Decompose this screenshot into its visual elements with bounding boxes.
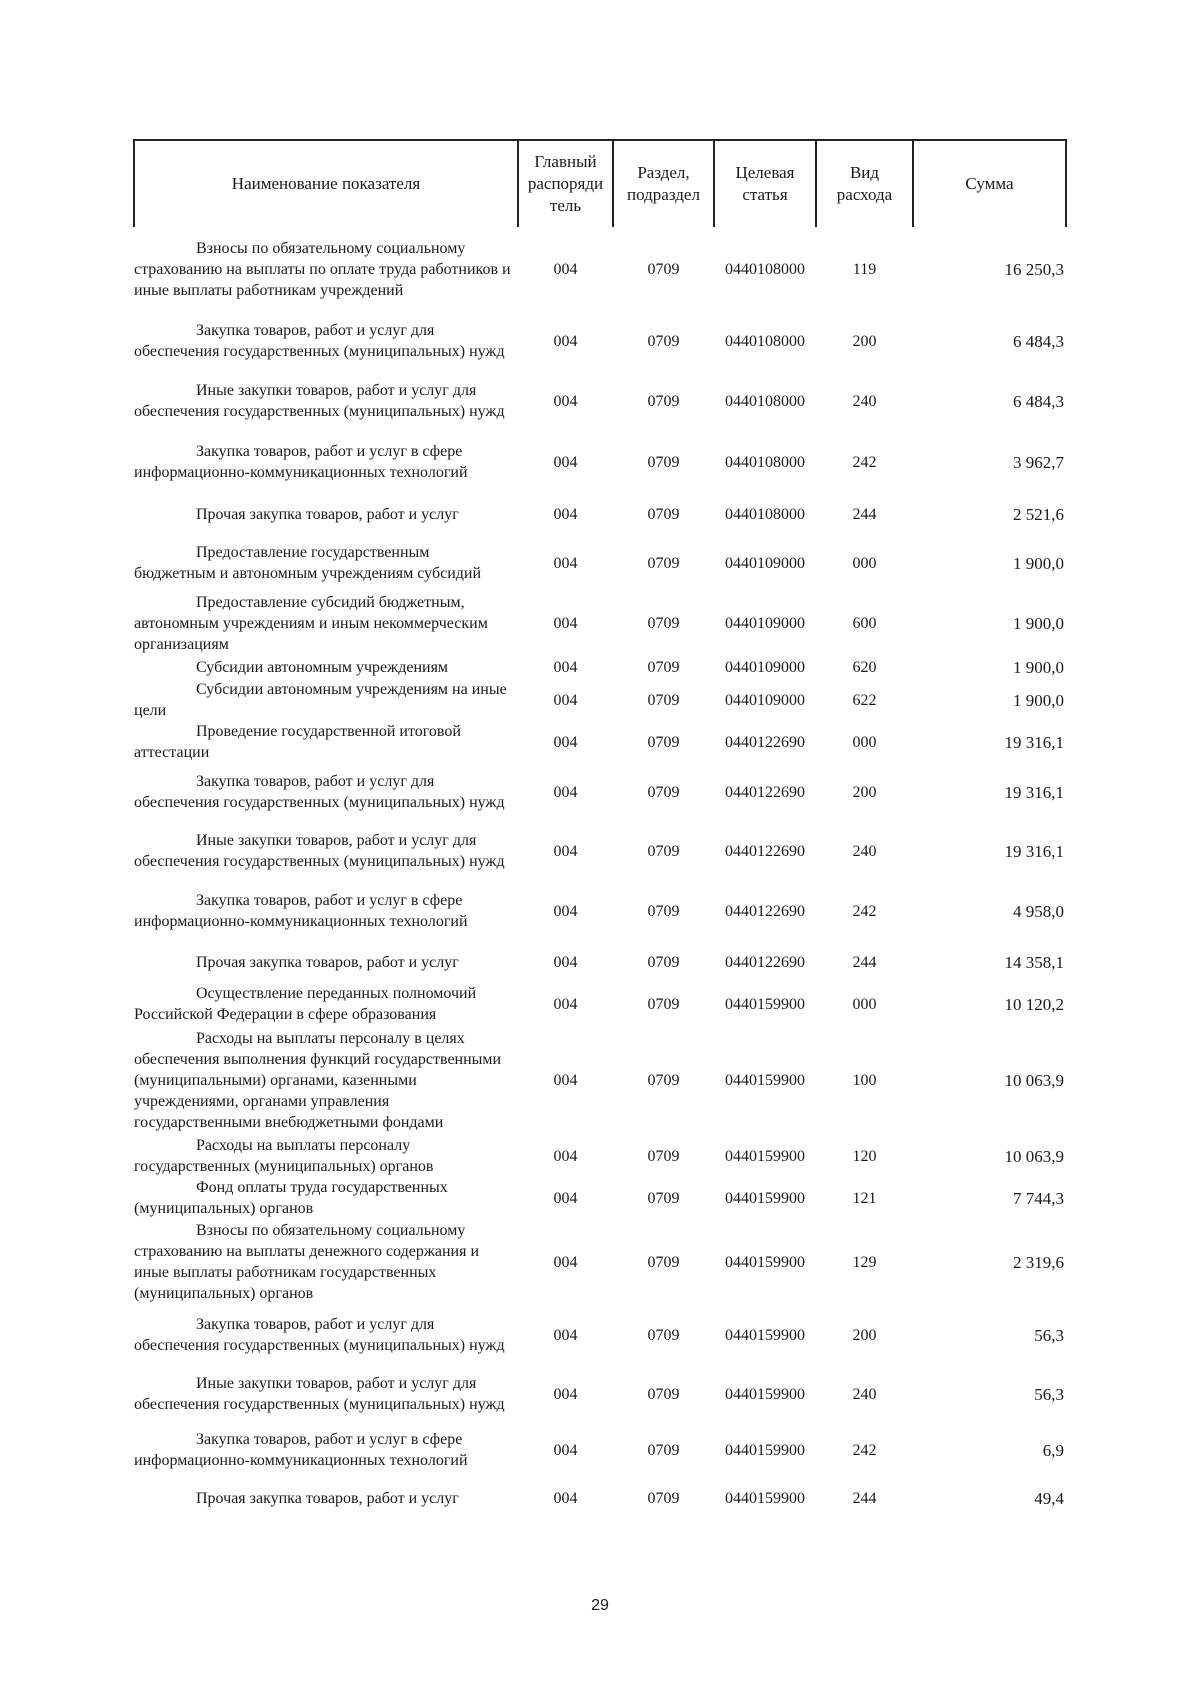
cell-sum: 1 900,0 (1013, 657, 1064, 677)
cell-target: 0440108000 (725, 505, 805, 523)
cell-admin: 004 (553, 733, 578, 751)
cell-name: Фонд оплаты труда государственных (муниципальных) органов (134, 1179, 448, 1217)
cell-admin: 004 (553, 1441, 578, 1459)
cell-name: Прочая закупка товаров, работ и услуг (196, 505, 459, 523)
table-row (134, 591, 1066, 655)
cell-admin: 004 (553, 1489, 578, 1507)
cell-admin: 004 (553, 953, 578, 971)
cell-section: 0709 (647, 453, 680, 471)
cell-type: 240 (852, 392, 877, 410)
header-admin: Главный распоряди тель (518, 140, 613, 227)
cell-target: 0440159900 (725, 1189, 805, 1207)
cell-admin: 004 (553, 505, 578, 523)
cell-name: Осуществление переданных полномочий Российской Федерации в сфере образования (134, 985, 477, 1023)
table-row (134, 655, 1066, 679)
header-section: Раздел, подраздел (613, 140, 714, 227)
header-type: Вид расхода (816, 140, 913, 227)
cell-section: 0709 (647, 1385, 680, 1403)
cell-section: 0709 (647, 392, 680, 410)
table-row (134, 1477, 1066, 1519)
cell-type: 244 (852, 505, 877, 523)
cell-admin: 004 (553, 1385, 578, 1403)
cell-name: Закупка товаров, работ и услуг в сфере информационно-коммуникационных технологий (134, 1431, 468, 1469)
table-row (134, 493, 1066, 535)
cell-name: Иные закупки товаров, работ и услуг для обеспечения государственных (муниципальных) нужд (134, 832, 505, 870)
cell-name: Расходы на выплаты персоналу в целях обеспечения выполнения функций государственными (муниципальными) органами, казенными учреждениями, органами управления государственными внебюджетными фондами (134, 1029, 502, 1131)
cell-section: 0709 (647, 1489, 680, 1507)
cell-section: 0709 (647, 1326, 680, 1344)
cell-target: 0440108000 (725, 260, 805, 278)
cell-target: 0440109000 (725, 554, 805, 572)
cell-name: Субсидии автономным учреждениям на иные цели (134, 681, 507, 719)
cell-section: 0709 (647, 842, 680, 860)
cell-target: 0440159900 (725, 1385, 805, 1403)
cell-type: 620 (852, 658, 877, 676)
cell-type: 600 (852, 614, 877, 632)
cell-target: 0440122690 (725, 733, 805, 751)
cell-sum: 1 900,0 (1013, 553, 1064, 573)
table-row (134, 1365, 1066, 1423)
table-row (134, 431, 1066, 493)
table-row (134, 763, 1066, 821)
cell-sum: 49,4 (1034, 1488, 1064, 1508)
cell-target: 0440122690 (725, 953, 805, 971)
cell-admin: 004 (553, 658, 578, 676)
cell-admin: 004 (553, 332, 578, 350)
header-target: Целевая статья (714, 140, 816, 227)
page-number: 29 (591, 1597, 609, 1614)
cell-name: Прочая закупка товаров, работ и услуг (196, 1489, 459, 1507)
cell-sum: 7 744,3 (1013, 1188, 1064, 1208)
cell-type: 000 (852, 995, 877, 1013)
cell-target: 0440122690 (725, 783, 805, 801)
cell-type: 244 (852, 953, 877, 971)
cell-sum: 10 120,2 (1004, 994, 1064, 1014)
cell-sum: 6 484,3 (1013, 331, 1064, 351)
cell-type: 242 (852, 902, 877, 920)
table-row (134, 1423, 1066, 1477)
cell-section: 0709 (647, 783, 680, 801)
cell-admin: 004 (553, 1253, 578, 1271)
cell-target: 0440159900 (725, 1071, 805, 1089)
cell-section: 0709 (647, 1147, 680, 1165)
cell-section: 0709 (647, 953, 680, 971)
cell-sum: 2 319,6 (1013, 1252, 1064, 1272)
cell-section: 0709 (647, 995, 680, 1013)
cell-target: 0440159900 (725, 1489, 805, 1507)
cell-target: 0440108000 (725, 332, 805, 350)
cell-section: 0709 (647, 691, 680, 709)
cell-name: Закупка товаров, работ и услуг для обеспечения государственных (муниципальных) нужд (134, 773, 505, 811)
header-sum: Сумма (913, 140, 1066, 227)
cell-target: 0440159900 (725, 1441, 805, 1459)
cell-section: 0709 (647, 505, 680, 523)
cell-type: 244 (852, 1489, 877, 1507)
table-row (134, 679, 1066, 721)
cell-admin: 004 (553, 691, 578, 709)
cell-section: 0709 (647, 614, 680, 632)
cell-name: Закупка товаров, работ и услуг в сфере информационно-коммуникационных технологий (134, 443, 468, 481)
cell-type: 129 (852, 1253, 877, 1271)
cell-type: 622 (852, 691, 877, 709)
cell-sum: 1 900,0 (1013, 613, 1064, 633)
cell-sum: 10 063,9 (1004, 1070, 1064, 1090)
cell-admin: 004 (553, 783, 578, 801)
cell-section: 0709 (647, 1071, 680, 1089)
cell-sum: 1 900,0 (1013, 690, 1064, 710)
cell-sum: 6,9 (1042, 1440, 1064, 1460)
cell-admin: 004 (553, 453, 578, 471)
cell-sum: 19 316,1 (1004, 841, 1064, 861)
cell-name: Прочая закупка товаров, работ и услуг (196, 953, 459, 971)
cell-section: 0709 (647, 1253, 680, 1271)
table-row (134, 1177, 1066, 1219)
cell-admin: 004 (553, 260, 578, 278)
table-row (134, 1305, 1066, 1365)
cell-type: 000 (852, 554, 877, 572)
cell-section: 0709 (647, 902, 680, 920)
table-row (134, 535, 1066, 591)
cell-target: 0440108000 (725, 392, 805, 410)
cell-type: 200 (852, 1326, 877, 1344)
cell-name: Взносы по обязательному социальному страхованию на выплаты денежного содержания и иные выплаты работникам государственных (муниципальных) органов (134, 1222, 480, 1302)
header-name: Наименование показателя (134, 140, 518, 227)
cell-sum: 2 521,6 (1013, 504, 1064, 524)
cell-section: 0709 (647, 332, 680, 350)
cell-sum: 14 358,1 (1004, 952, 1064, 972)
cell-sum: 19 316,1 (1004, 732, 1064, 752)
table-row (134, 941, 1066, 983)
cell-type: 242 (852, 453, 877, 471)
cell-sum: 3 962,7 (1013, 452, 1064, 472)
cell-target: 0440109000 (725, 691, 805, 709)
cell-type: 200 (852, 332, 877, 350)
cell-name: Иные закупки товаров, работ и услуг для обеспечения государственных (муниципальных) нужд (134, 1375, 505, 1413)
table-row (134, 1219, 1066, 1305)
cell-name: Расходы на выплаты персоналу государственных (муниципальных) органов (134, 1137, 434, 1175)
cell-type: 100 (852, 1071, 877, 1089)
cell-sum: 56,3 (1034, 1325, 1064, 1345)
cell-type: 119 (852, 260, 877, 278)
cell-section: 0709 (647, 554, 680, 572)
table-row (134, 721, 1066, 763)
cell-section: 0709 (647, 1441, 680, 1459)
cell-type: 000 (852, 733, 877, 751)
cell-type: 120 (852, 1147, 877, 1165)
cell-admin: 004 (553, 614, 578, 632)
cell-sum: 56,3 (1034, 1384, 1064, 1404)
cell-name: Проведение государственной итоговой аттестации (134, 723, 461, 761)
cell-name: Субсидии автономным учреждениям (196, 658, 449, 676)
cell-name: Закупка товаров, работ и услуг для обеспечения государственных (муниципальных) нужд (134, 1316, 505, 1354)
cell-target: 0440159900 (725, 1326, 805, 1344)
cell-admin: 004 (553, 554, 578, 572)
table-row (134, 371, 1066, 431)
cell-target: 0440109000 (725, 614, 805, 632)
cell-type: 121 (852, 1189, 877, 1207)
cell-sum: 4 958,0 (1013, 901, 1064, 921)
cell-section: 0709 (647, 1189, 680, 1207)
cell-section: 0709 (647, 260, 680, 278)
cell-admin: 004 (553, 995, 578, 1013)
cell-target: 0440122690 (725, 842, 805, 860)
cell-name: Иные закупки товаров, работ и услуг для обеспечения государственных (муниципальных) нужд (134, 382, 505, 420)
cell-name: Закупка товаров, работ и услуг для обеспечения государственных (муниципальных) нужд (134, 322, 505, 360)
cell-target: 0440159900 (725, 1147, 805, 1165)
cell-type: 240 (852, 842, 877, 860)
cell-sum: 10 063,9 (1004, 1146, 1064, 1166)
table-row (134, 881, 1066, 941)
cell-section: 0709 (647, 733, 680, 751)
cell-type: 240 (852, 1385, 877, 1403)
cell-admin: 004 (553, 1071, 578, 1089)
table-row (134, 983, 1066, 1025)
cell-type: 200 (852, 783, 877, 801)
budget-table (133, 139, 1067, 1519)
cell-section: 0709 (647, 658, 680, 676)
cell-admin: 004 (553, 1189, 578, 1207)
cell-sum: 6 484,3 (1013, 391, 1064, 411)
cell-admin: 004 (553, 1326, 578, 1344)
cell-target: 0440122690 (725, 902, 805, 920)
cell-name: Предоставление субсидий бюджетным, автономным учреждениям и иным некоммерческим организациям (134, 593, 488, 653)
cell-sum: 16 250,3 (1004, 259, 1064, 279)
cell-sum: 19 316,1 (1004, 782, 1064, 802)
cell-type: 242 (852, 1441, 877, 1459)
cell-name: Предоставление государственным бюджетным и автономным учреждениям субсидий (134, 544, 482, 582)
cell-target: 0440109000 (725, 658, 805, 676)
cell-admin: 004 (553, 392, 578, 410)
cell-target: 0440159900 (725, 1253, 805, 1271)
table-body (134, 227, 1066, 1519)
cell-admin: 004 (553, 1147, 578, 1165)
table-row (134, 821, 1066, 881)
table-row (134, 1135, 1066, 1177)
table-row (134, 1025, 1066, 1135)
table-header (134, 140, 1066, 227)
table-row (134, 227, 1066, 311)
cell-name: Закупка товаров, работ и услуг в сфере информационно-коммуникационных технологий (134, 892, 468, 930)
cell-target: 0440108000 (725, 453, 805, 471)
cell-admin: 004 (553, 902, 578, 920)
cell-target: 0440159900 (725, 995, 805, 1013)
cell-admin: 004 (553, 842, 578, 860)
table-row (134, 311, 1066, 371)
cell-name: Взносы по обязательному социальному страхованию на выплаты по оплате труда работников и иные выплаты работникам учреждений (134, 239, 511, 299)
